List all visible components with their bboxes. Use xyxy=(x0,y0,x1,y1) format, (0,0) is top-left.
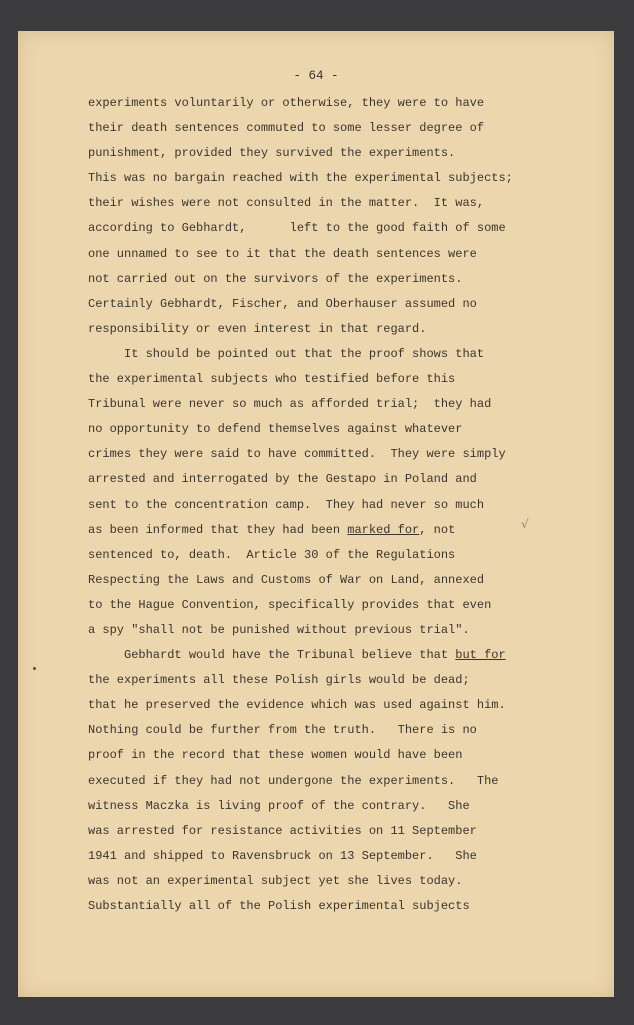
text-line xyxy=(88,894,513,919)
text-segment: according to Gebhardt, left to the good faith of some xyxy=(88,221,506,236)
text-line xyxy=(88,467,513,492)
text-segment: 1941 and shipped to Ravensbruck on 13 September. She xyxy=(88,848,477,863)
text-segment: one unnamed to see to it that the death sentences were xyxy=(88,246,477,261)
text-line xyxy=(88,216,513,241)
text-line xyxy=(88,267,513,292)
text-segment: the experimental subjects who testified before this xyxy=(88,372,456,387)
text-line xyxy=(88,618,513,643)
text-segment: their death sentences commuted to some lesser degree of xyxy=(88,121,485,136)
text-segment: Nothing could be further from the truth. There is no xyxy=(88,723,477,738)
text-segment: This was no bargain reached with the experimental subjects; xyxy=(88,171,513,186)
document-page xyxy=(18,31,614,997)
text-segment: punishment, provided they survived the experiments. xyxy=(88,146,456,161)
text-line xyxy=(88,317,513,342)
text-line xyxy=(88,518,513,543)
text-line xyxy=(88,91,513,116)
text-segment: proof in the record that these women would have been xyxy=(88,748,463,763)
text-line xyxy=(88,116,513,141)
text-segment: executed if they had not undergone the experiments. The xyxy=(88,773,499,788)
text-line xyxy=(88,242,513,267)
text-segment: to the Hague Convention, specifically provides that even xyxy=(88,597,492,612)
text-line xyxy=(88,819,513,844)
text-line xyxy=(88,141,513,166)
text-line xyxy=(88,166,513,191)
text-segment: sentenced to, death. Article 30 of the Regulations xyxy=(88,547,456,562)
text-line xyxy=(88,292,513,317)
text-line xyxy=(88,417,513,442)
underlined-text: marked for xyxy=(347,522,420,537)
text-segment: , not xyxy=(419,522,456,537)
text-line xyxy=(88,668,513,693)
text-line xyxy=(88,743,513,768)
text-segment: their wishes were not consulted in the matter. It was, xyxy=(88,196,485,211)
text-line xyxy=(88,568,513,593)
text-segment: not carried out on the survivors of the experiments. xyxy=(88,271,463,286)
text-segment: Gebhardt would have the Tribunal believe that xyxy=(88,648,456,663)
text-line xyxy=(88,869,513,894)
text-line xyxy=(88,693,513,718)
margin-check-mark: √ xyxy=(521,517,529,531)
text-segment: that he preserved the evidence which was used against him. xyxy=(88,698,506,713)
text-segment: was not an experimental subject yet she lives today. xyxy=(88,873,463,888)
text-line xyxy=(88,543,513,568)
text-segment: Respecting the Laws and Customs of War on Land, annexed xyxy=(88,572,485,587)
text-segment: no opportunity to defend themselves against whatever xyxy=(88,422,463,437)
text-segment: arrested and interrogated by the Gestapo in Poland and xyxy=(88,472,477,487)
text-segment: It should be pointed out that the proof shows that xyxy=(88,346,485,361)
text-segment: crimes they were said to have committed. They were simply xyxy=(88,447,506,462)
body-text xyxy=(88,91,513,919)
margin-dot xyxy=(33,667,36,670)
text-line xyxy=(88,593,513,618)
underlined-text: but for xyxy=(455,648,506,663)
text-line xyxy=(88,392,513,417)
text-segment: as been informed that they had been xyxy=(88,522,348,537)
text-line xyxy=(88,442,513,467)
text-line xyxy=(88,718,513,743)
text-line xyxy=(88,769,513,794)
text-segment: witness Maczka is living proof of the contrary. She xyxy=(88,798,470,813)
text-line xyxy=(88,844,513,869)
text-segment: was arrested for resistance activities on 11 September xyxy=(88,823,477,838)
text-line xyxy=(88,493,513,518)
text-line xyxy=(88,643,513,668)
text-segment: responsibility or even interest in that regard. xyxy=(88,321,427,336)
text-line xyxy=(88,794,513,819)
text-segment: a spy "shall not be punished without previous trial". xyxy=(88,622,470,637)
text-segment: the experiments all these Polish girls would be dead; xyxy=(88,673,470,688)
text-line xyxy=(88,367,513,392)
text-segment: experiments voluntarily or otherwise, they were to have xyxy=(88,96,485,110)
text-segment: Substantially all of the Polish experimental subjects xyxy=(88,899,470,913)
text-line xyxy=(88,191,513,216)
page-number: - 64 - xyxy=(293,69,339,83)
text-segment: Certainly Gebhardt, Fischer, and Oberhauser assumed no xyxy=(88,296,477,311)
text-line xyxy=(88,342,513,367)
text-segment: sent to the concentration camp. They had never so much xyxy=(88,497,485,512)
text-segment: Tribunal were never so much as afforded trial; they had xyxy=(88,397,492,412)
